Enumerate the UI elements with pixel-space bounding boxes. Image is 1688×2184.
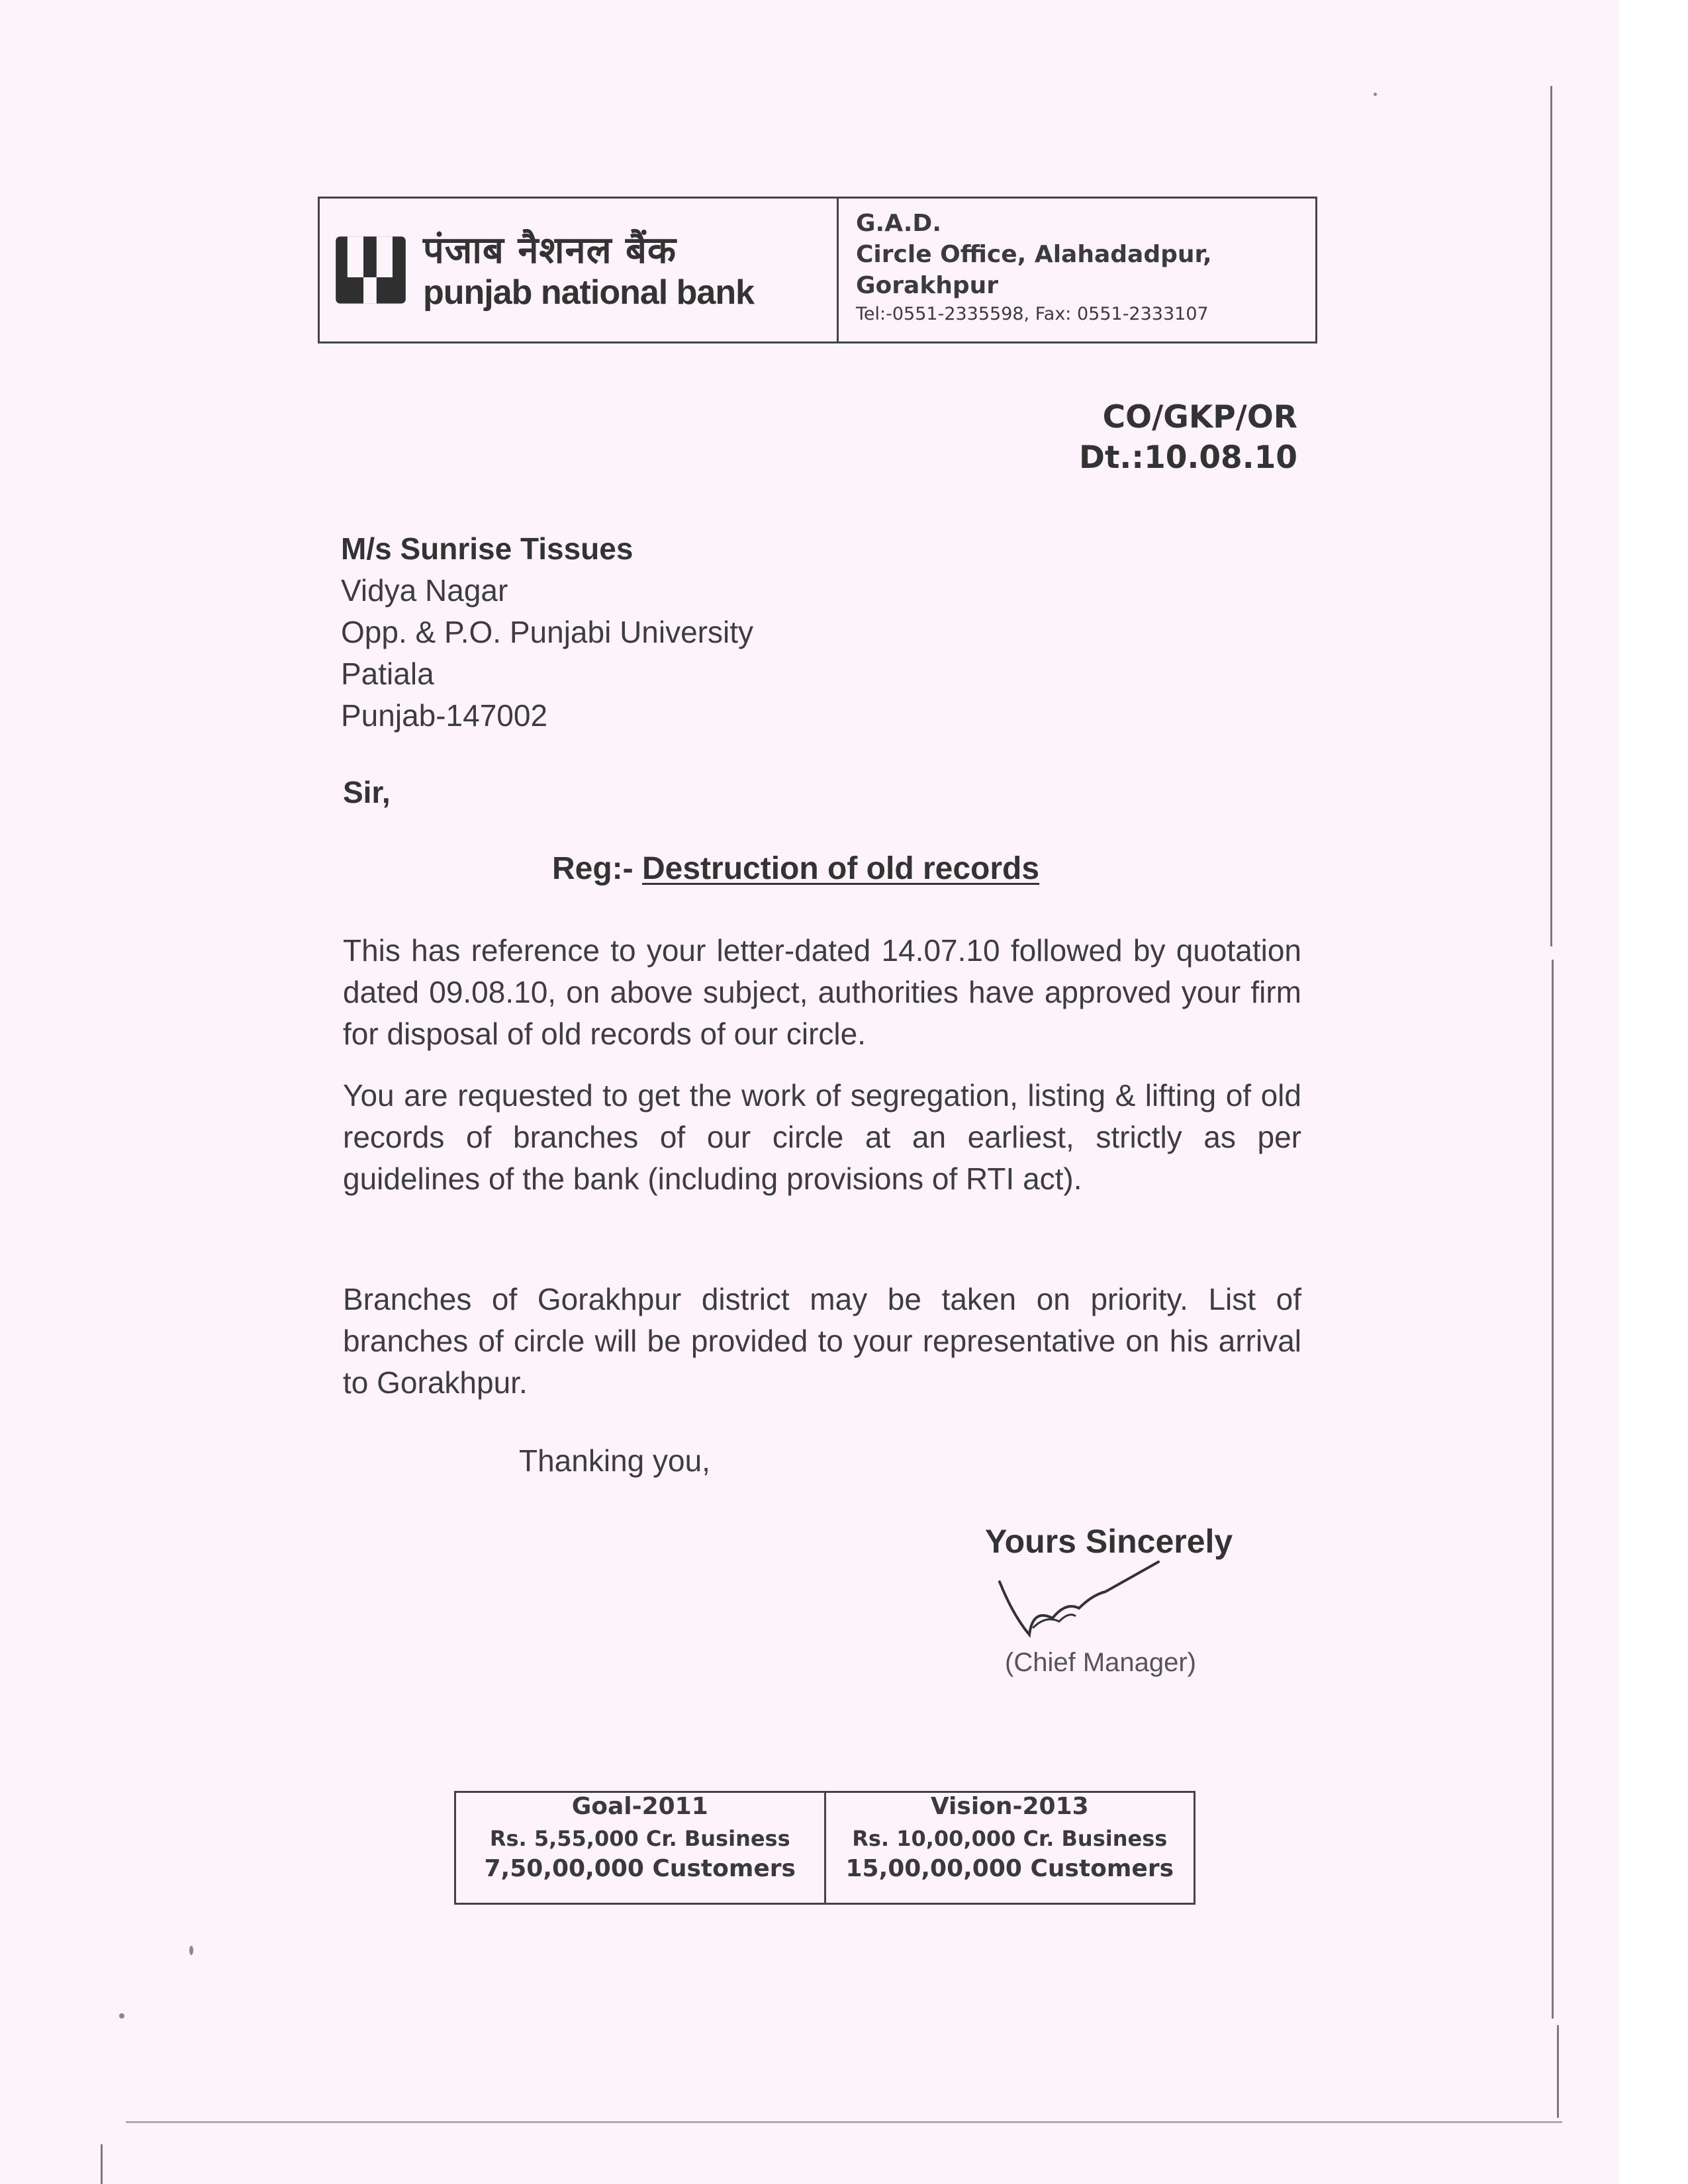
scan-speck (1374, 93, 1377, 96)
reference-number: CO/GKP/OR (1102, 399, 1297, 435)
targets-footer (454, 1791, 1196, 1905)
closing-line: Thanking you, (519, 1443, 710, 1478)
reference-block (1079, 397, 1297, 478)
recipient-address (341, 528, 753, 737)
body-paragraph: You are requested to get the work of segregation, listing & lifting of old records of branches of our circle at an earliest, strictly as per guidelines of the bank (including provisions of RTI act). (343, 1078, 1301, 1196)
address-line: Punjab-147002 (341, 698, 548, 733)
scan-speck (189, 1946, 193, 1955)
office-address (839, 199, 1212, 341)
scan-border-line (1557, 2025, 1559, 2118)
letter-date: Dt.:10.08.10 (1078, 439, 1297, 476)
vision-business: Rs. 10,00,000 Cr. Business (852, 1826, 1168, 1851)
recipient-name: M/s Sunrise Tissues (341, 531, 633, 566)
letterhead (318, 197, 1317, 343)
goal-business: Rs. 5,55,000 Cr. Business (489, 1826, 790, 1851)
vision-title: Vision-2013 (930, 1793, 1089, 1820)
goal-title: Goal-2011 (571, 1793, 708, 1820)
office-line: Circle Office, Alahadadpur, (856, 241, 1212, 268)
goal-customers: 7,50,00,000 Customers (484, 1855, 796, 1882)
scan-speck (119, 2013, 124, 2019)
scan-page-edge (1619, 0, 1688, 2184)
address-line: Patiala (341, 657, 434, 691)
scan-border-line (101, 2144, 103, 2184)
pnb-logo-icon (334, 234, 407, 306)
goal-column (456, 1793, 824, 1903)
subject-prefix: Reg:- (552, 851, 633, 886)
scan-border-line (1552, 960, 1554, 2019)
scan-border-line (1550, 86, 1552, 946)
subject-text: Destruction of old records (642, 851, 1040, 886)
subject-line (552, 850, 1039, 887)
signatory-designation: (Chief Manager) (1005, 1648, 1197, 1677)
bank-brand (320, 199, 839, 341)
body-paragraph: Branches of Gorakhpur district may be taken on priority. List of branches of circle will be provided to your representative on his arrival to Gorakhpur. (343, 1282, 1301, 1400)
vision-column (824, 1793, 1194, 1903)
body-paragraph: This has reference to your letter-dated 14.07.10 followed by quotation dated 09.08.10, on above subject, authorities have approved your firm for disposal of old records of our circle. (343, 933, 1301, 1051)
address-line: Opp. & P.O. Punjabi University (341, 615, 753, 649)
office-contact: Tel:-0551-2335598, Fax: 0551-2333107 (856, 304, 1209, 324)
address-line: Vidya Nagar (341, 573, 508, 608)
salutation: Sir, (343, 775, 391, 809)
office-line: G.A.D. (856, 210, 941, 237)
signoff: Yours Sincerely (985, 1523, 1233, 1560)
bank-name-english: punjab national bank (423, 273, 755, 312)
bank-name-hindi: पंजाब नैशनल बैंक (423, 229, 677, 272)
vision-customers: 15,00,00,000 Customers (845, 1855, 1174, 1882)
office-line: Gorakhpur (856, 272, 999, 299)
scan-border-line (126, 2121, 1562, 2123)
handwritten-signature (993, 1555, 1172, 1661)
